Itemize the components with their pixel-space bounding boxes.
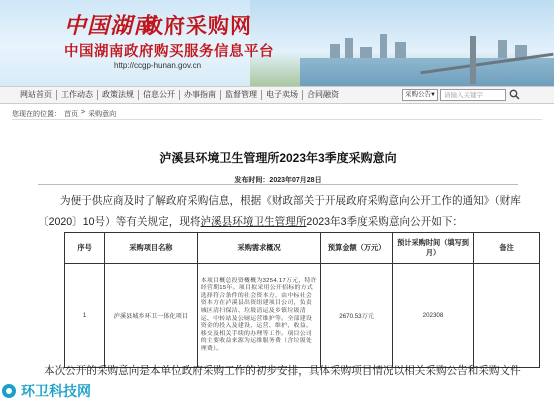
intro-text: 为便于供应商及时了解政府采购信息，根据《财政部关于开展政府采购意向公开工作的通知》（财库〔2020〕10号）等有关规定，现将: [38, 195, 521, 228]
nav-menu: [16, 90, 343, 100]
site-title[interactable]: 政府采购网: [142, 15, 252, 38]
breadcrumb-separator: >: [81, 109, 86, 116]
table-header-row: [65, 233, 540, 264]
breadcrumb-prefix: 您现在的位置：: [12, 111, 61, 118]
column-header-name: 采购项目名称: [105, 233, 198, 264]
bridge-tower-image: [470, 36, 476, 84]
column-header-no: 序号: [65, 233, 105, 264]
nav-item-supervision[interactable]: 监督管理: [221, 90, 262, 100]
nav-item-disclosure[interactable]: 信息公开: [139, 90, 180, 100]
column-header-desc: 采购需求概况: [197, 233, 321, 264]
site-url: http://ccgp-hunan.gov.cn: [114, 61, 202, 70]
breadcrumb: [12, 109, 116, 119]
title-divider: [38, 184, 518, 185]
article-content: [8, 121, 548, 405]
search-input[interactable]: 请输入关键字: [440, 89, 506, 101]
site-logo-script[interactable]: 中国湖南: [64, 13, 157, 39]
table-row: [65, 264, 540, 368]
cell-desc: 本项目概总投资概概为3254.17万元，特许经营期15年。项目拟采用公开招标的方式选择符合条件的社会资本方，由中标社会资本方在泸溪县出资组建项目公司，负责城区清扫保洁、垃圾清运及乡镇垃圾清运、中转站及公厕运营维护等。全部建设资金的投入及建设、运营、维护、收益、移交及相关手续的办理等工作。项目公司的主要收益来源为运维服务费（含垃圾处理费）。: [197, 264, 321, 368]
breadcrumb-divider: [12, 119, 542, 120]
watermark-text: 环卫科技网: [21, 383, 91, 399]
column-header-budget: 预算金额（万元）: [321, 233, 392, 264]
publish-date: 发布时间：2023年07月28日: [234, 177, 322, 184]
chevron-down-icon: ▼: [430, 92, 436, 98]
column-header-time: 预计采购时间（填写到月）: [392, 233, 473, 264]
nav-item-guide[interactable]: 办事指南: [180, 90, 221, 100]
watermark-logo-icon: [0, 382, 18, 400]
cell-note: [474, 264, 540, 368]
header-banner: [0, 0, 554, 86]
nav-item-mall[interactable]: 电子卖场: [262, 90, 303, 100]
nav-item-policy[interactable]: 政策法规: [98, 90, 139, 100]
cell-name: 泸溪县城乡环卫一体化项目: [105, 264, 198, 368]
footer-paragraph: 本次公开的采购意向是本单位政府采购工作的初步安排，具体采购项目情况以相关采购公告和采购文件: [44, 365, 521, 377]
nav-item-home[interactable]: 网站首页: [16, 90, 57, 100]
agency-link[interactable]: 泸溪县环境卫生管理所: [200, 216, 307, 228]
cell-budget: 2670.53万元: [321, 264, 392, 368]
breadcrumb-current[interactable]: 采购意向: [88, 111, 117, 118]
site-subtitle: 中国湖南政府购买服务信息平台: [64, 44, 274, 60]
search-category-select[interactable]: [402, 89, 438, 101]
article-title: 泸溪县环境卫生管理所2023年3季度采购意向: [159, 151, 397, 165]
intro-paragraph: [38, 191, 550, 233]
main-nav: [0, 86, 554, 104]
breadcrumb-home[interactable]: 首页: [64, 111, 78, 118]
column-header-note: 备注: [474, 233, 540, 264]
nav-item-news[interactable]: 工作动态: [57, 90, 98, 100]
intro-text-end: 2023年3季度采购意向公开如下：: [306, 216, 464, 228]
watermark: [0, 380, 91, 402]
nav-item-contract[interactable]: 合同融资: [307, 90, 339, 99]
cell-no: 1: [65, 264, 105, 368]
cell-time: 202308: [392, 264, 473, 368]
search-category-value: 采购公告: [405, 91, 431, 98]
search-icon[interactable]: [509, 89, 521, 101]
procurement-table: [64, 232, 540, 368]
